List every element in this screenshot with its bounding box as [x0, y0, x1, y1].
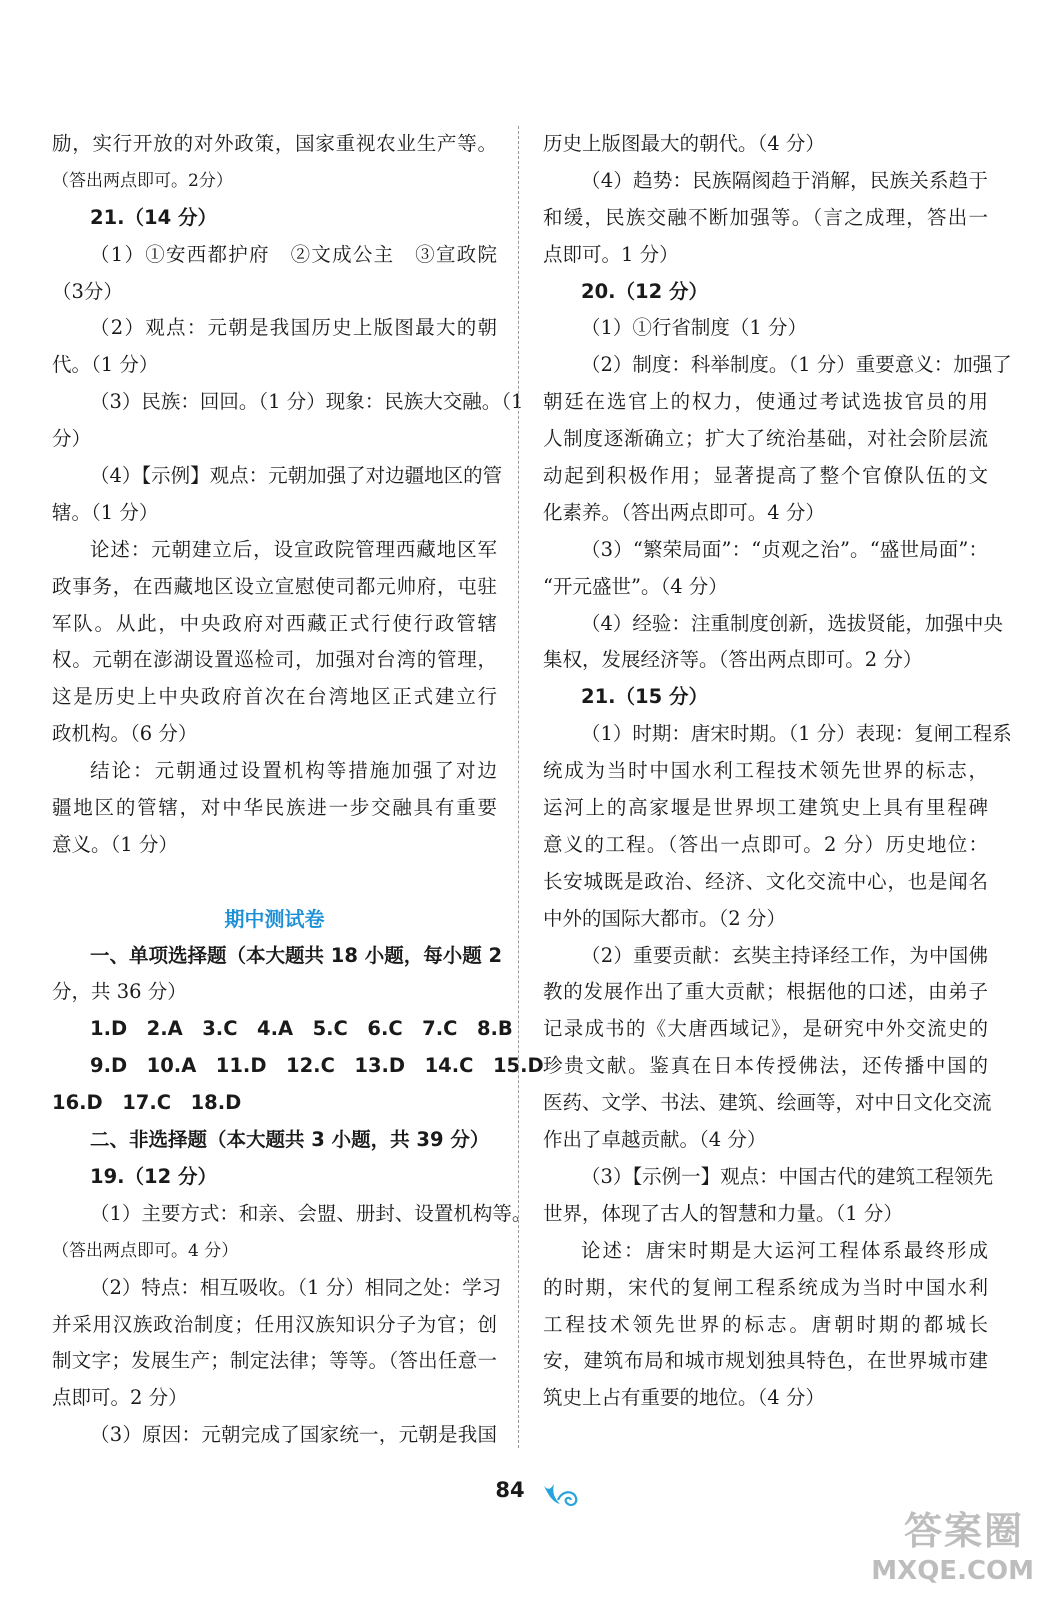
- watermark: [838, 1508, 1038, 1598]
- text-line: 历史上版图最大的朝代。（4 分）: [543, 132, 825, 155]
- text-line: 朝廷在选官上的权力，使通过考试选拔官员的用: [543, 390, 988, 414]
- text-line: 点即可。2 分）: [52, 1386, 188, 1410]
- text-line: （2）观点：元朝是我国历史上版图最大的朝: [90, 316, 497, 340]
- text-line: 运河上的高家堰是世界坝工建筑史上具有里程碑: [543, 796, 988, 820]
- left-column: [52, 126, 544, 1454]
- text-line: （3）原因：元朝完成了国家统一，元朝是我国: [90, 1423, 497, 1447]
- page-number: 84: [495, 1478, 525, 1502]
- text-line: 21.（15 分）: [581, 685, 708, 709]
- text-line: （3）【示例一】观点：中国古代的建筑工程领先: [581, 1164, 994, 1188]
- text-line: 一、单项选择题（本大题共 18 小题，每小题 2: [90, 943, 503, 967]
- text-line: 化素养。（答出两点即可。4 分）: [543, 500, 825, 524]
- text-line: 世界，体现了古人的智慧和力量。（1 分）: [543, 1201, 903, 1225]
- text-line: 政事务，在西藏地区设立宣慰使司都元帅府，屯驻: [52, 574, 497, 598]
- text-line: （2）特点：相互吸收。（1 分）相同之处：学习: [90, 1275, 502, 1299]
- text-line: 16.D 17.C 18.D: [52, 1091, 242, 1115]
- text-line: （答出两点即可。4 分）: [52, 1240, 239, 1261]
- text-line: 的时期，宋代的复闸工程系统成为当时中国水利: [543, 1275, 988, 1299]
- text-line: 结论：元朝通过设置机构等措施加强了对边: [90, 759, 497, 783]
- text-line: 意义。（1 分）: [52, 832, 178, 856]
- text-line: 20.（12 分）: [581, 279, 708, 303]
- text-line: （4）趋势：民族隔阂趋于消解，民族关系趋于: [581, 168, 988, 192]
- text-line: 论述：元朝建立后，设宣政院管理西藏地区军: [90, 537, 497, 561]
- text-line: 点即可。1 分）: [543, 242, 679, 266]
- text-line: 军队。从此，中央政府对西藏正式行使行政管辖: [52, 611, 497, 635]
- text-line: （4）【示例】观点：元朝加强了对边疆地区的管: [90, 464, 503, 488]
- text-line: “开元盛世”。（4 分）: [543, 574, 728, 598]
- text-line: 励，实行开放的对外政策，国家重视农业生产等。: [52, 132, 497, 155]
- text-line: （2）重要贡献：玄奘主持译经工作，为中国佛: [581, 943, 988, 967]
- text-line: （2）制度：科举制度。（1 分）重要意义：加强了: [581, 353, 1012, 377]
- text-line: 意义的工程。（答出一点即可。2 分）历史地位：: [543, 832, 988, 856]
- swirl-logo-icon: [540, 1480, 582, 1510]
- text-line: 记录成书的《大唐西域记》，是研究中外交流史的: [543, 1017, 988, 1041]
- text-line: （1）①行省制度（1 分）: [581, 316, 808, 340]
- text-line: 统成为当时中国水利工程技术领先世界的标志，: [543, 759, 988, 783]
- text-line: 人制度逐渐确立；扩大了统治基础，对社会阶层流: [543, 427, 988, 451]
- text-line: （4）经验：注重制度创新，选拔贤能，加强中央: [581, 611, 1003, 635]
- watermark-en: MXQE.COM: [871, 1556, 1034, 1586]
- text-line: （3分）: [52, 279, 123, 303]
- text-line: 动起到积极作用；显著提高了整个官僚队伍的文: [543, 464, 988, 488]
- text-line: 中外的国际大都市。（2 分）: [543, 906, 786, 930]
- text-line: 作出了卓越贡献。（4 分）: [543, 1128, 767, 1152]
- text-line: 权。元朝在澎湖设置巡检司，加强对台湾的管理，: [52, 648, 497, 672]
- text-line: （答出两点即可。2分）: [52, 170, 233, 191]
- text-line: （1）时期：唐宋时期。（1 分）表现：复闸工程系: [581, 722, 1012, 746]
- spacer: [52, 864, 497, 901]
- text-line: 安，建筑布局和城市规划独具特色，在世界城市建: [543, 1349, 988, 1373]
- text-line: 珍贵文献。鉴真在日本传授佛法，还传播中国的: [543, 1054, 988, 1078]
- section-title: 期中测试卷: [224, 906, 325, 931]
- text-line: 辖。（1 分）: [52, 500, 159, 524]
- text-line: 代。（1 分）: [52, 353, 159, 377]
- text-line: 疆地区的管辖，对中华民族进一步交融具有重要: [52, 796, 497, 820]
- text-line: 工程技术领先世界的标志。唐朝时期的都城长: [543, 1312, 988, 1336]
- right-column: [543, 126, 1012, 1417]
- text-line: （3）民族：回回。（1 分）现象：民族大交融。（1: [90, 390, 524, 414]
- text-line: 二、非选择题（本大题共 3 小题，共 39 分）: [90, 1128, 490, 1152]
- text-line: 筑史上占有重要的地位。（4 分）: [543, 1386, 825, 1410]
- text-line: 9.D 10.A 11.D 12.C 13.D 14.C 15.D: [90, 1054, 544, 1078]
- text-line: 制文字；发展生产；制定法律；等等。（答出任意一: [52, 1349, 497, 1373]
- text-line: 集权，发展经济等。（答出两点即可。2 分）: [543, 648, 923, 672]
- text-line: 19.（12 分）: [90, 1164, 217, 1188]
- text-line: 论述：唐宋时期是大运河工程体系最终形成: [581, 1238, 988, 1262]
- text-line: 分）: [52, 427, 92, 451]
- text-line: 分，共 36 分）: [52, 980, 187, 1004]
- watermark-cn: 答案圈: [903, 1509, 1024, 1553]
- text-line: （3）“繁荣局面”：“贞观之治”。“盛世局面”：: [581, 537, 988, 561]
- text-line: 并采用汉族政治制度；任用汉族知识分子为官；创: [52, 1312, 497, 1336]
- text-line: 教的发展作出了重大贡献；根据他的口述，由弟子: [543, 980, 988, 1004]
- text-line: 和缓，民族交融不断加强等。（言之成理，答出一: [543, 205, 988, 229]
- text-line: 医药、文学、书法、建筑、绘画等，对中日文化交流: [543, 1091, 992, 1115]
- text-line: 这是历史上中央政府首次在台湾地区正式建立行: [52, 685, 497, 709]
- text-line: 政机构。（6 分）: [52, 722, 198, 746]
- column-divider: [518, 126, 519, 1448]
- text-line: 长安城既是政治、经济、文化交流中心，也是闻名: [543, 869, 988, 893]
- text-line: （1）主要方式：和亲、会盟、册封、设置机构等。: [90, 1201, 532, 1225]
- text-line: 21.（14 分）: [90, 205, 217, 229]
- text-line: （1）①安西都护府 ②文成公主 ③宣政院: [90, 242, 497, 266]
- text-line: 1.D 2.A 3.C 4.A 5.C 6.C 7.C 8.B: [90, 1017, 513, 1041]
